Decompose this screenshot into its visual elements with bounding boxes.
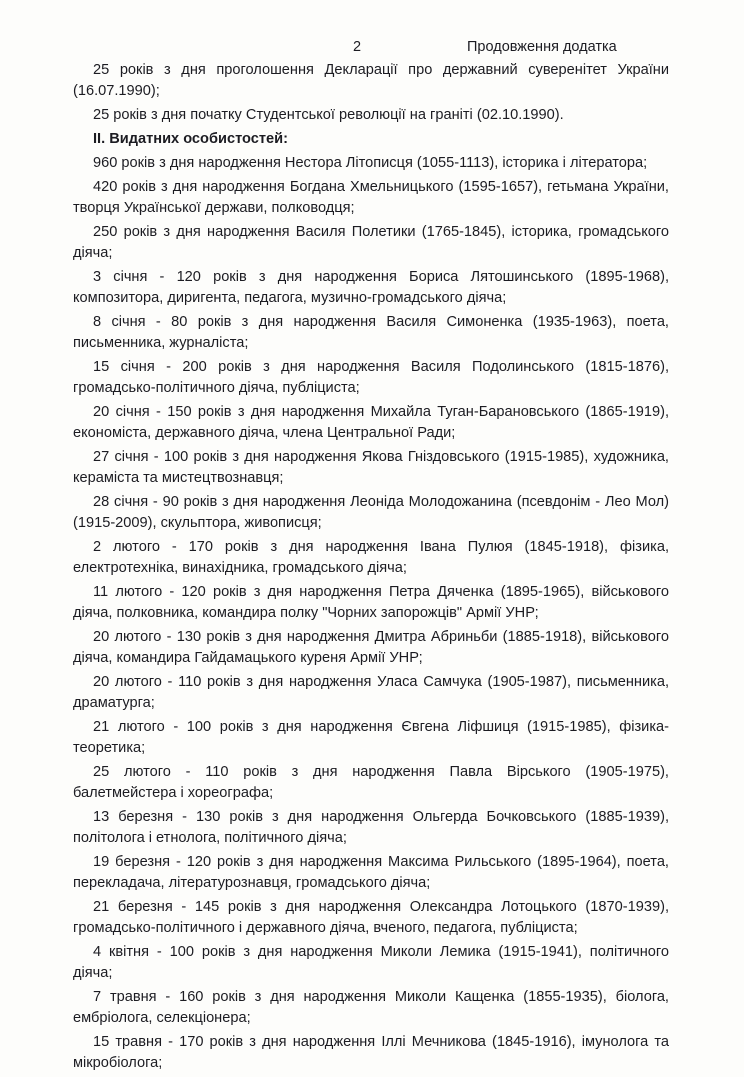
list-item: 27 січня - 100 років з дня народження Якова Гніздовського (1915-1985), художника, кераміста та мистецтвознавця; [73,449,669,486]
list-item: 420 років з дня народження Богдана Хмельницького (1595-1657), гетьмана України, творця Української держави, полководця; [73,179,669,216]
list-item: 28 січня - 90 років з дня народження Леоніда Молодожанина (псевдонім - Лео Мол) (1915-2009), скульптора, живописця; [73,494,669,531]
list-item: 8 січня - 80 років з дня народження Василя Симоненка (1935-1963), поета, письменника, журналіста; [73,314,669,351]
list-item: 3 січня - 120 років з дня народження Бориса Лятошинського (1895-1968), композитора, диригента, педагога, музично-громадського діяча; [73,269,669,306]
list-item: 13 березня - 130 років з дня народження Ольгерда Бочковського (1885-1939), політолога і етнолога, політичного діяча; [73,809,669,846]
list-item: 20 лютого - 110 років з дня народження Уласа Самчука (1905-1987), письменника, драматурга; [73,674,669,711]
list-item: 960 років з дня народження Нестора Літописця (1055-1113), історика і літератора; [93,155,648,171]
continuation-label: Продовження додатка [467,39,617,55]
page-number: 2 [353,39,362,55]
list-item: 2 лютого - 170 років з дня народження Івана Пулюя (1845-1918), фізика, електротехніка, винахідника, громадського діяча; [73,539,669,576]
list-item: 4 квітня - 100 років з дня народження Миколи Лемика (1915-1941), політичного діяча; [73,944,669,981]
list-item: 20 лютого - 130 років з дня народження Дмитра Абриньби (1885-1918), військового діяча, командира Гайдамацького куреня Армії УНР; [73,629,669,666]
document-body [73,60,669,1077]
list-item: 25 лютого - 110 років з дня народження Павла Вірського (1905-1975), балетмейстера і хореографа; [73,764,669,801]
list-item: 20 січня - 150 років з дня народження Михайла Туган-Барановського (1865-1919), економіста, державного діяча, члена Центральної Ради; [73,404,669,441]
intro-paragraph: 25 років з дня проголошення Декларації про державний суверенітет України (16.07.1990); [73,62,669,99]
page-header [0,39,744,59]
list-item: 21 березня - 145 років з дня народження Олександра Лотоцького (1870-1939), громадсько-політичного і державного діяча, вченого, педагога, публіциста; [73,899,669,936]
list-item: 250 років з дня народження Василя Полетики (1765-1845), історика, громадського діяча; [73,224,669,261]
intro-paragraph: 25 років з дня початку Студентської революції на граніті (02.10.1990). [93,107,564,123]
list-item: 15 січня - 200 років з дня народження Василя Подолинського (1815-1876), громадсько-політичного діяча, публіциста; [73,359,669,396]
section-title: ІІ. Видатних особистостей: [93,131,288,147]
list-item: 15 травня - 170 років з дня народження Іллі Мечникова (1845-1916), імунолога та мікробіолога; [73,1034,669,1071]
list-item: 21 лютого - 100 років з дня народження Євгена Ліфшиця (1915-1985), фізика-теоретика; [73,719,669,756]
list-item: 19 березня - 120 років з дня народження Максима Рильського (1895-1964), поета, перекладача, літературознавця, громадського діяча; [73,854,669,891]
list-item: 11 лютого - 120 років з дня народження Петра Дяченка (1895-1965), військового діяча, полковника, командира полку "Чорних запорожців" Армії УНР; [73,584,669,621]
list-item: 7 травня - 160 років з дня народження Миколи Кащенка (1855-1935), біолога, ембріолога, селекціонера; [73,989,669,1026]
